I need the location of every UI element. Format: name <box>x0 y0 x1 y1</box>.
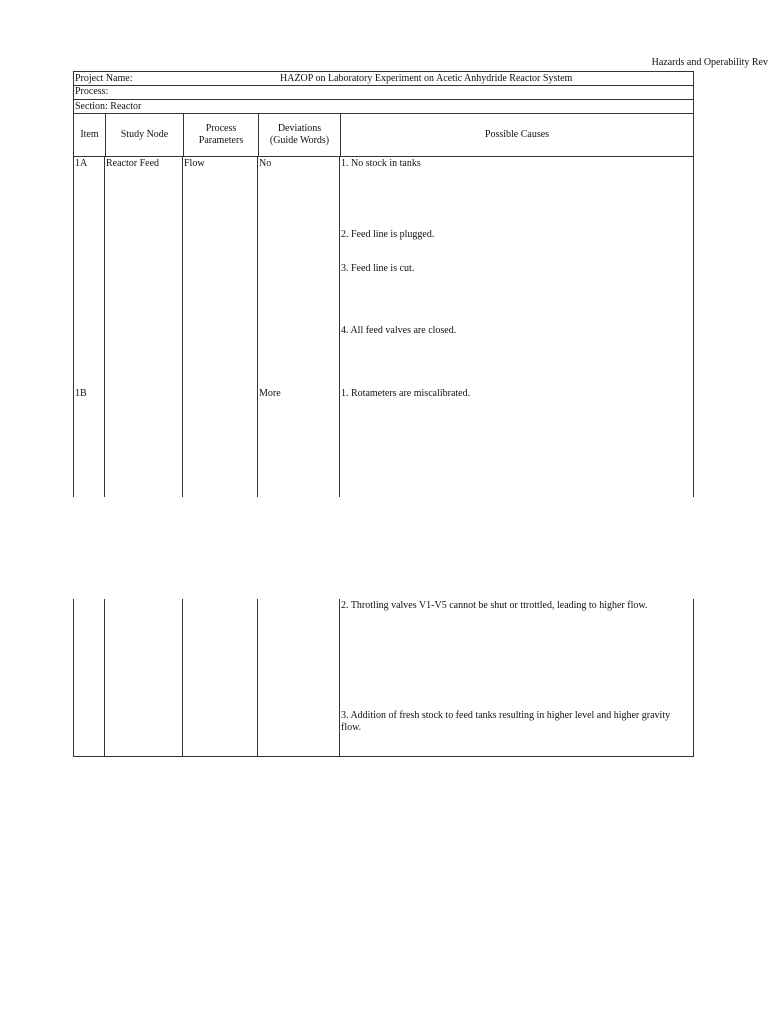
table-body-upper <box>73 157 694 497</box>
project-name-row <box>73 71 694 86</box>
row-1a-item: 1A <box>75 158 88 169</box>
project-name-value: HAZOP on Laboratory Experiment on Acetic Anhydride Reactor System <box>280 73 573 84</box>
section-label: Section: Reactor <box>75 101 142 112</box>
column-header-possible-causes: Possible Causes <box>484 128 550 140</box>
row-1a-cause-3: 3. Feed line is cut. <box>341 263 415 274</box>
column-header-deviations: Deviations (Guide Words) <box>269 122 330 146</box>
column-header-process-parameters: Process Parameters <box>198 122 244 146</box>
row-1b-cause-3: 3. Addition of fresh stock to feed tanks resulting in higher level and higher gravity flow. <box>341 710 671 733</box>
row-1a-cause-4: 4. All feed valves are closed. <box>341 325 457 336</box>
column-header-item: Item <box>80 128 99 140</box>
row-1a-cause-1: 1. No stock in tanks <box>341 158 421 169</box>
process-row <box>73 86 694 100</box>
document-header-title: Hazards and Operability Rev <box>651 57 768 68</box>
process-label: Process: <box>75 86 109 97</box>
row-1a-deviation: No <box>259 158 272 169</box>
column-header-study-node: Study Node <box>120 128 169 140</box>
section-row <box>73 99 694 114</box>
row-1a-parameter: Flow <box>184 158 205 169</box>
table-header <box>73 113 694 157</box>
row-1b-item: 1B <box>75 388 87 399</box>
row-1a-study-node: Reactor Feed <box>106 158 160 169</box>
row-1b-deviation: More <box>259 388 281 399</box>
row-1b-cause-1: 1. Rotameters are miscalibrated. <box>341 388 471 399</box>
table-body-lower <box>73 599 694 757</box>
project-name-label: Project Name: <box>75 73 133 84</box>
row-1b-cause-2: 2. Throtling valves V1-V5 cannot be shut or ttrottled, leading to higher flow. <box>341 600 648 611</box>
row-1a-cause-2: 2. Feed line is plugged. <box>341 229 435 240</box>
